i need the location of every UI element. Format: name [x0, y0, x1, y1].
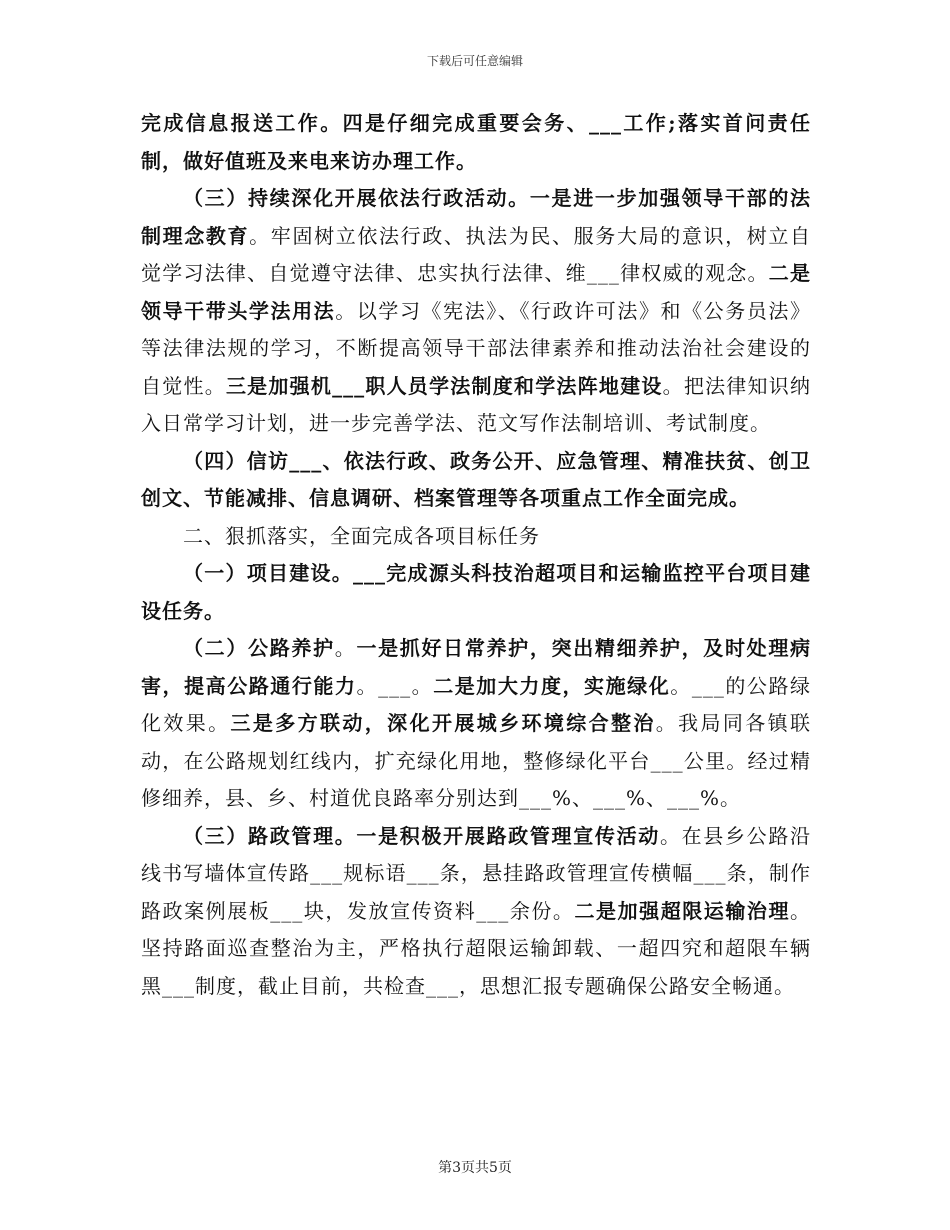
bold-text-run: （三）路政管理。一是积极开展路政管理宣传活动 [183, 823, 660, 848]
text-run: 。牢固树立依法行政、执法为民、服务大局的意识，树立自觉学习法律、自觉遵守法律、忠实执行法律、维___律权威的观念。 [141, 223, 812, 285]
text-run: 。在县乡公路沿线书写墙体宣传路___规标语___条，悬挂路政管理宣传横幅___条，制作路政案例展板___块，发放宣传资料___余份。 [141, 823, 812, 923]
bold-text-run: 一是抓好日常养护，突出精细养护，及时处理病害，提高公路通行能力 [141, 636, 812, 698]
paragraph-3 [141, 443, 811, 518]
text-run: 。我局同各镇联动，在公路规划红线内，扩充绿化用地，整修绿化平台___公里。经过精修细养，县、乡、村道优良路率分别达到___%、___%、___%。 [141, 711, 812, 810]
section-heading-2 [141, 518, 811, 556]
bold-text-run: 完成信息报送工作。四是仔细完成重要会务、___工作;落实首问责任制，做好值班及来电来访办理工作。 [141, 111, 811, 173]
text-run: 。___的公路绿化效果。 [141, 673, 812, 735]
bold-text-run: 三是加强机___职人员学法制度和学法阵地建设 [225, 373, 663, 398]
paragraph-4 [141, 555, 811, 630]
document-body [141, 105, 811, 1005]
page-header: 下载后可任意编辑 [426, 54, 523, 68]
bold-text-run: 二是加强超限运输治理 [574, 898, 791, 923]
bold-text-run: （四）信访___、依法行政、政务公开、应急管理、精准扶贫、创卫创文、节能减排、信息调研、档案管理等各项重点工作全面完成。 [141, 448, 811, 510]
paragraph-2 [141, 180, 811, 443]
page-number: 第3页共5页 [438, 1160, 512, 1176]
bold-text-run: （一）项目建设。___完成源头科技治超项目和运输监控平台项目建设任务。 [141, 561, 811, 623]
paragraph-1 [141, 105, 811, 180]
bold-text-run: 二是领导干带头学法用法 [141, 261, 812, 323]
bold-text-run: （三）持续深化开展依法行政活动。一是进一步加强领导干部的法制理念教育 [141, 186, 811, 248]
paragraph-6 [141, 818, 811, 1006]
text-run: 。 [334, 636, 357, 660]
text-run: 二、狠抓落实，全面完成各项目标任务 [183, 523, 540, 548]
paragraph-5 [141, 630, 811, 818]
text-run: 。___。 [356, 673, 434, 698]
bold-text-run: （二）公路养护 [183, 636, 335, 660]
text-run: 。把法律知识纳入日常学习计划，进一步完善学法、范文写作法制培训、考试制度。 [141, 373, 812, 435]
text-run: 。坚持路面巡查整治为主，严格执行超限运输卸载、一超四究和超限车辆黑___制度，截止目前，共检查___，思想汇报专题确保公路安全畅通。 [141, 898, 812, 998]
text-run: 。以学习《宪法》、《行政许可法》和《公务员法》等法律法规的学习，不断提高领导干部法律素养和推动法治社会建设的自觉性。 [141, 298, 812, 398]
bold-text-run: 三是多方联动，深化开展城乡环境综合整治 [230, 711, 656, 735]
bold-text-run: 二是加大力度，实施绿化 [433, 673, 671, 698]
